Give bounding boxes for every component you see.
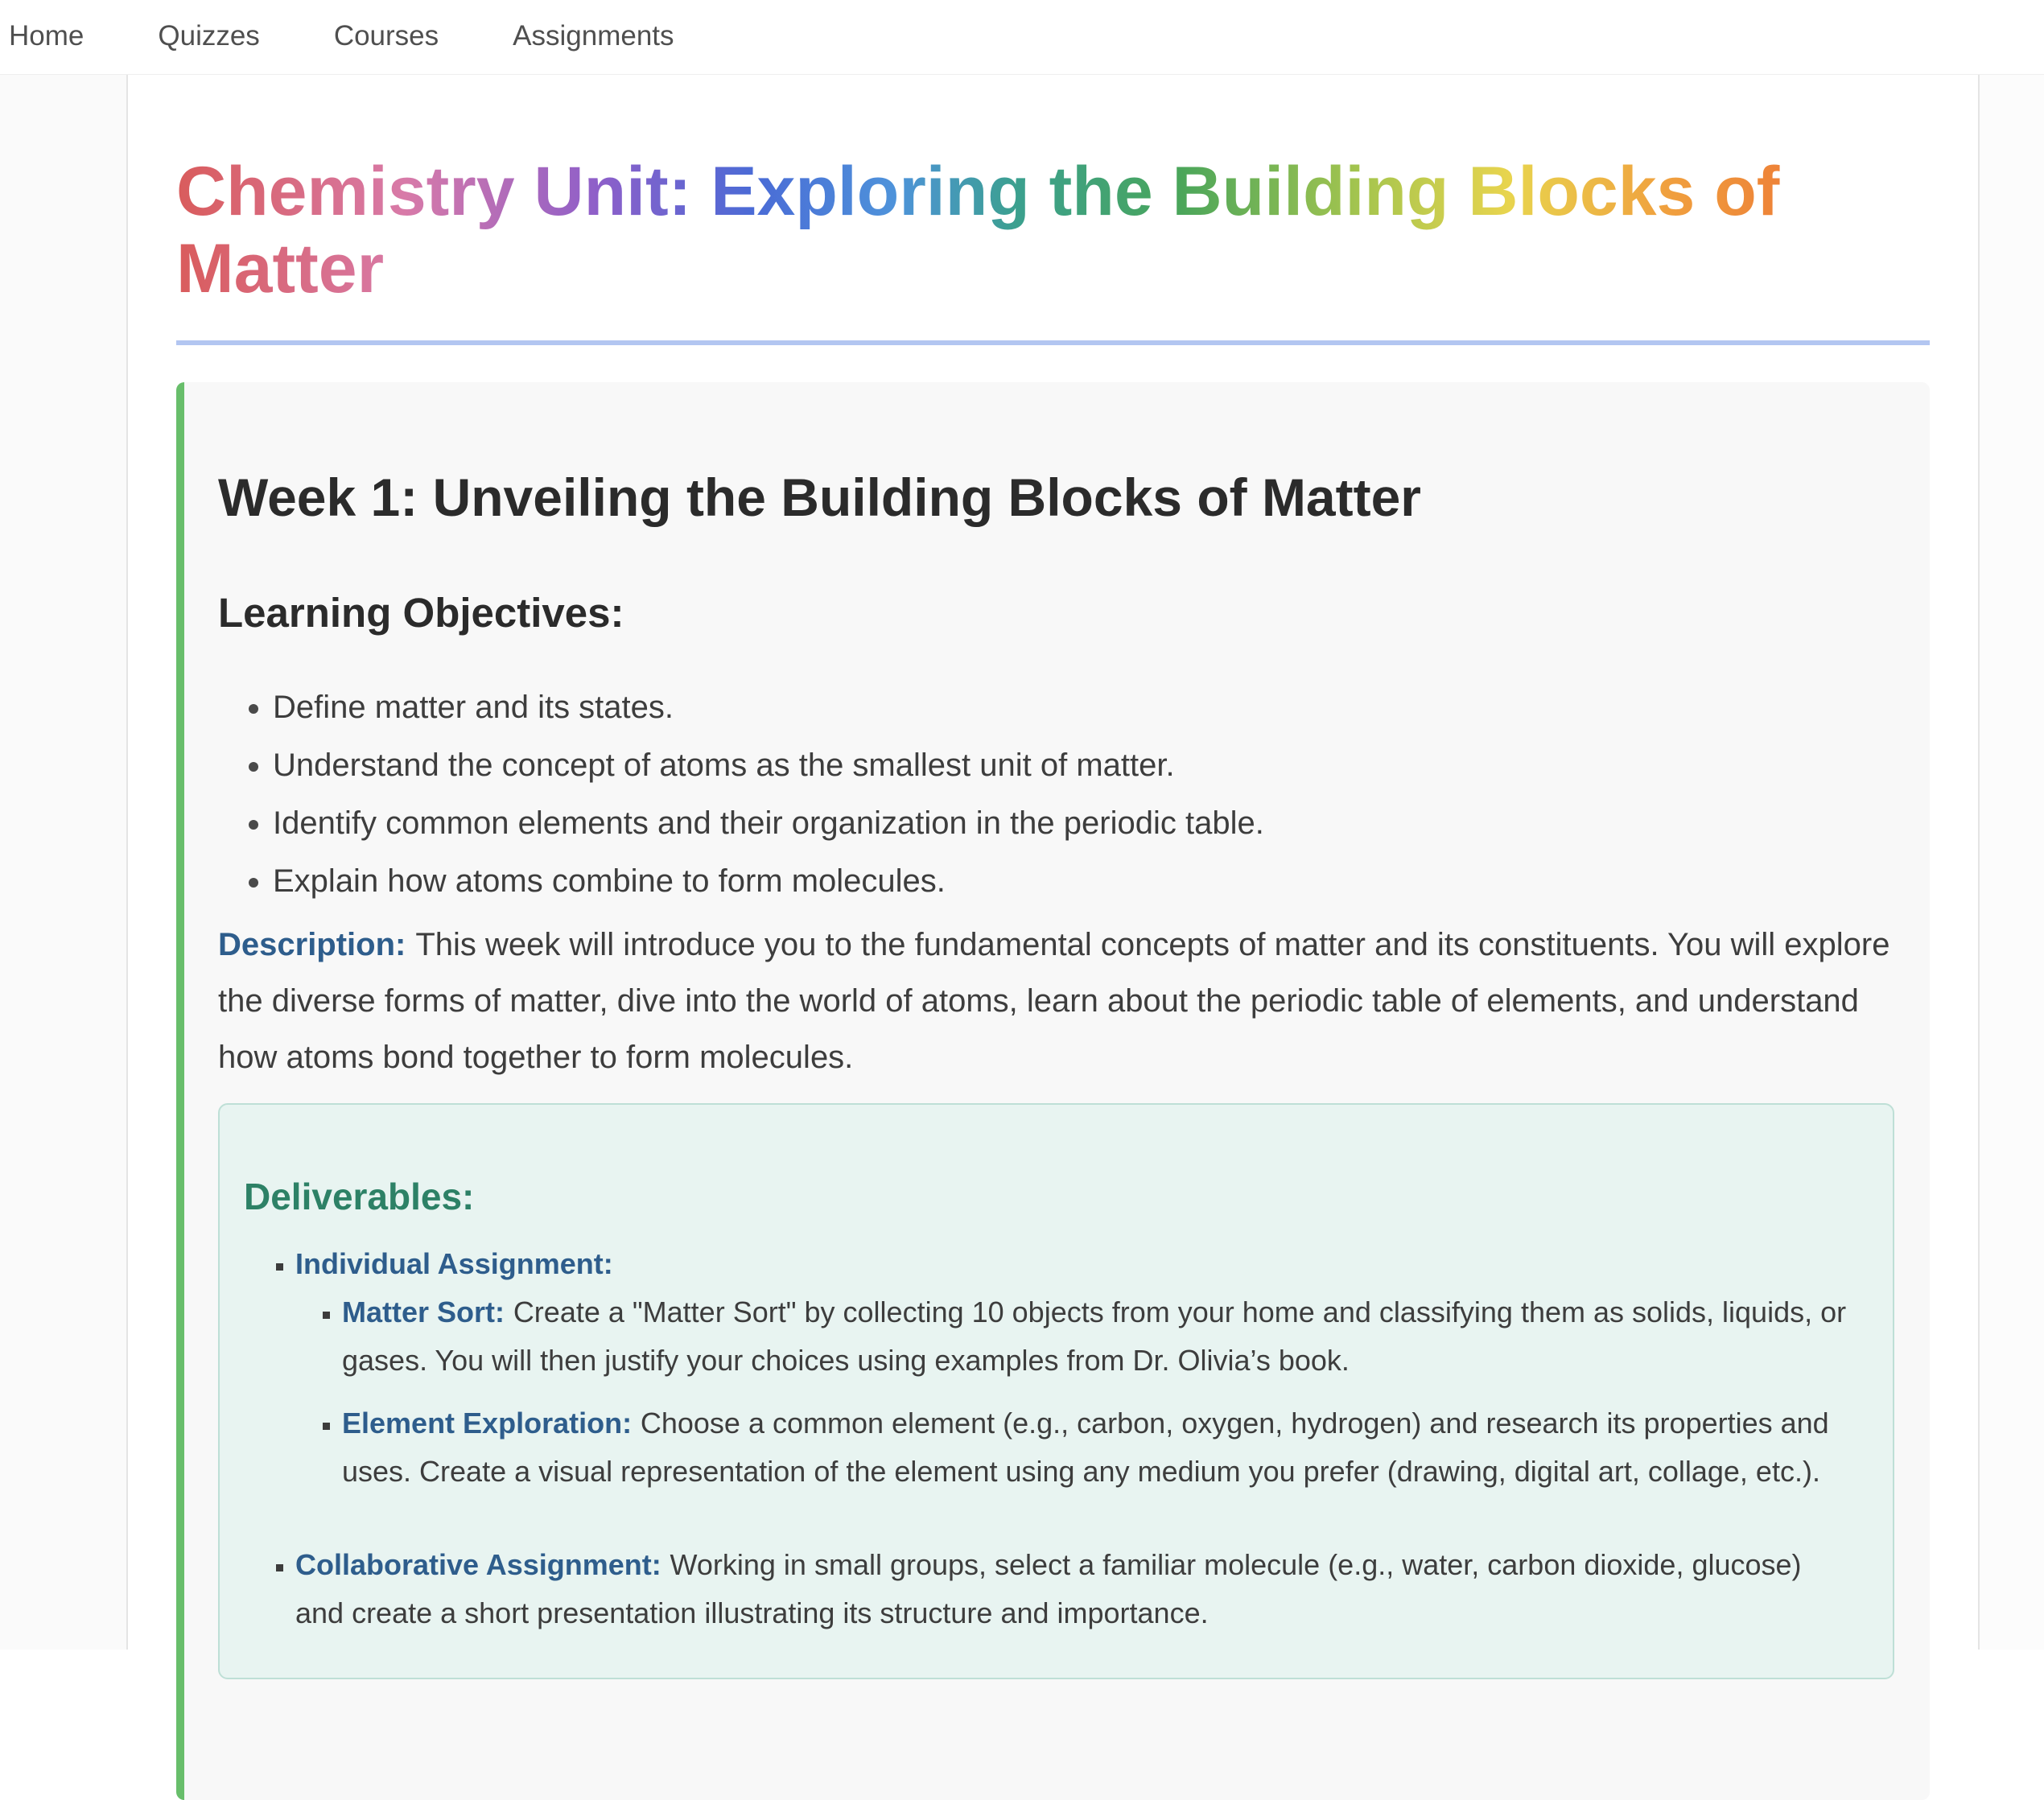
objective-item: • Define matter and its states. [273, 678, 1894, 736]
assignment-text: Choose a common element (e.g., carbon, oxygen, hydrogen) and research its properties and uses. Create a visual representation of the element using any medium you prefer (drawing, digital art, collage, etc.). [342, 1406, 1829, 1488]
deliverables-list [244, 1240, 1852, 1637]
nav-item-quizzes[interactable]: Quizzes [158, 20, 260, 51]
left-margin-strip [0, 75, 126, 1650]
title-underline [176, 340, 1930, 345]
week-heading: Week 1: Unveiling the Building Blocks of Matter [218, 467, 1421, 527]
description-label: Description: [218, 927, 406, 963]
assignment-element-exploration [342, 1399, 1852, 1496]
assignment-matter-sort [342, 1288, 1852, 1385]
week-card [176, 382, 1930, 1800]
nav-bar [0, 0, 2044, 75]
content-container [126, 75, 1980, 1650]
objectives-heading: Learning Objectives: [218, 589, 624, 636]
deliverables-box [218, 1103, 1894, 1679]
deliverables-heading: Deliverables: [244, 1176, 475, 1218]
nav-item-courses[interactable]: Courses [333, 20, 439, 51]
description-text: This week will introduce you to the fundamental concepts of matter and its constituents. You will explore the diverse forms of matter, dive into the world of atoms, learn about the periodic table of elements, and understand how atoms bond together to form molecules. [218, 927, 1890, 1076]
individual-assignments-list [295, 1288, 1852, 1496]
deliverable-collaborative-assignment [295, 1541, 1852, 1637]
assignment-text: Create a "Matter Sort" by collecting 10 objects from your home and classifying them as solids, liquids, or gases. You will then justify your choices using examples from Dr. Olivia’s book. [342, 1295, 1847, 1377]
deliverable-individual-assignment [295, 1240, 1852, 1496]
assignment-label: Matter Sort: [342, 1295, 505, 1328]
assignment-group-label: Individual Assignment: [295, 1246, 613, 1280]
right-margin-strip [1980, 75, 2044, 1650]
nav-item-assignments[interactable]: Assignments [513, 20, 674, 51]
objective-item: • Explain how atoms combine to form molecules. [273, 852, 1894, 910]
objectives-list [218, 678, 1894, 910]
page-title: Chemistry Unit: Exploring the Building Blocks of Matter [176, 153, 1930, 308]
description [218, 916, 1894, 1085]
assignment-label: Element Exploration: [342, 1406, 633, 1440]
assignment-group-label: Collaborative Assignment: [295, 1547, 661, 1581]
nav-item-home[interactable]: Home [9, 20, 84, 51]
objective-item: • Identify common elements and their organization in the periodic table. [273, 794, 1894, 852]
assignment-text: Working in small groups, select a familiar molecule (e.g., water, carbon dioxide, glucose) and create a short presentation illustrating its structure and importance. [295, 1547, 1802, 1629]
page-body [0, 75, 2044, 1650]
objective-item: • Understand the concept of atoms as the smallest unit of matter. [273, 736, 1894, 794]
